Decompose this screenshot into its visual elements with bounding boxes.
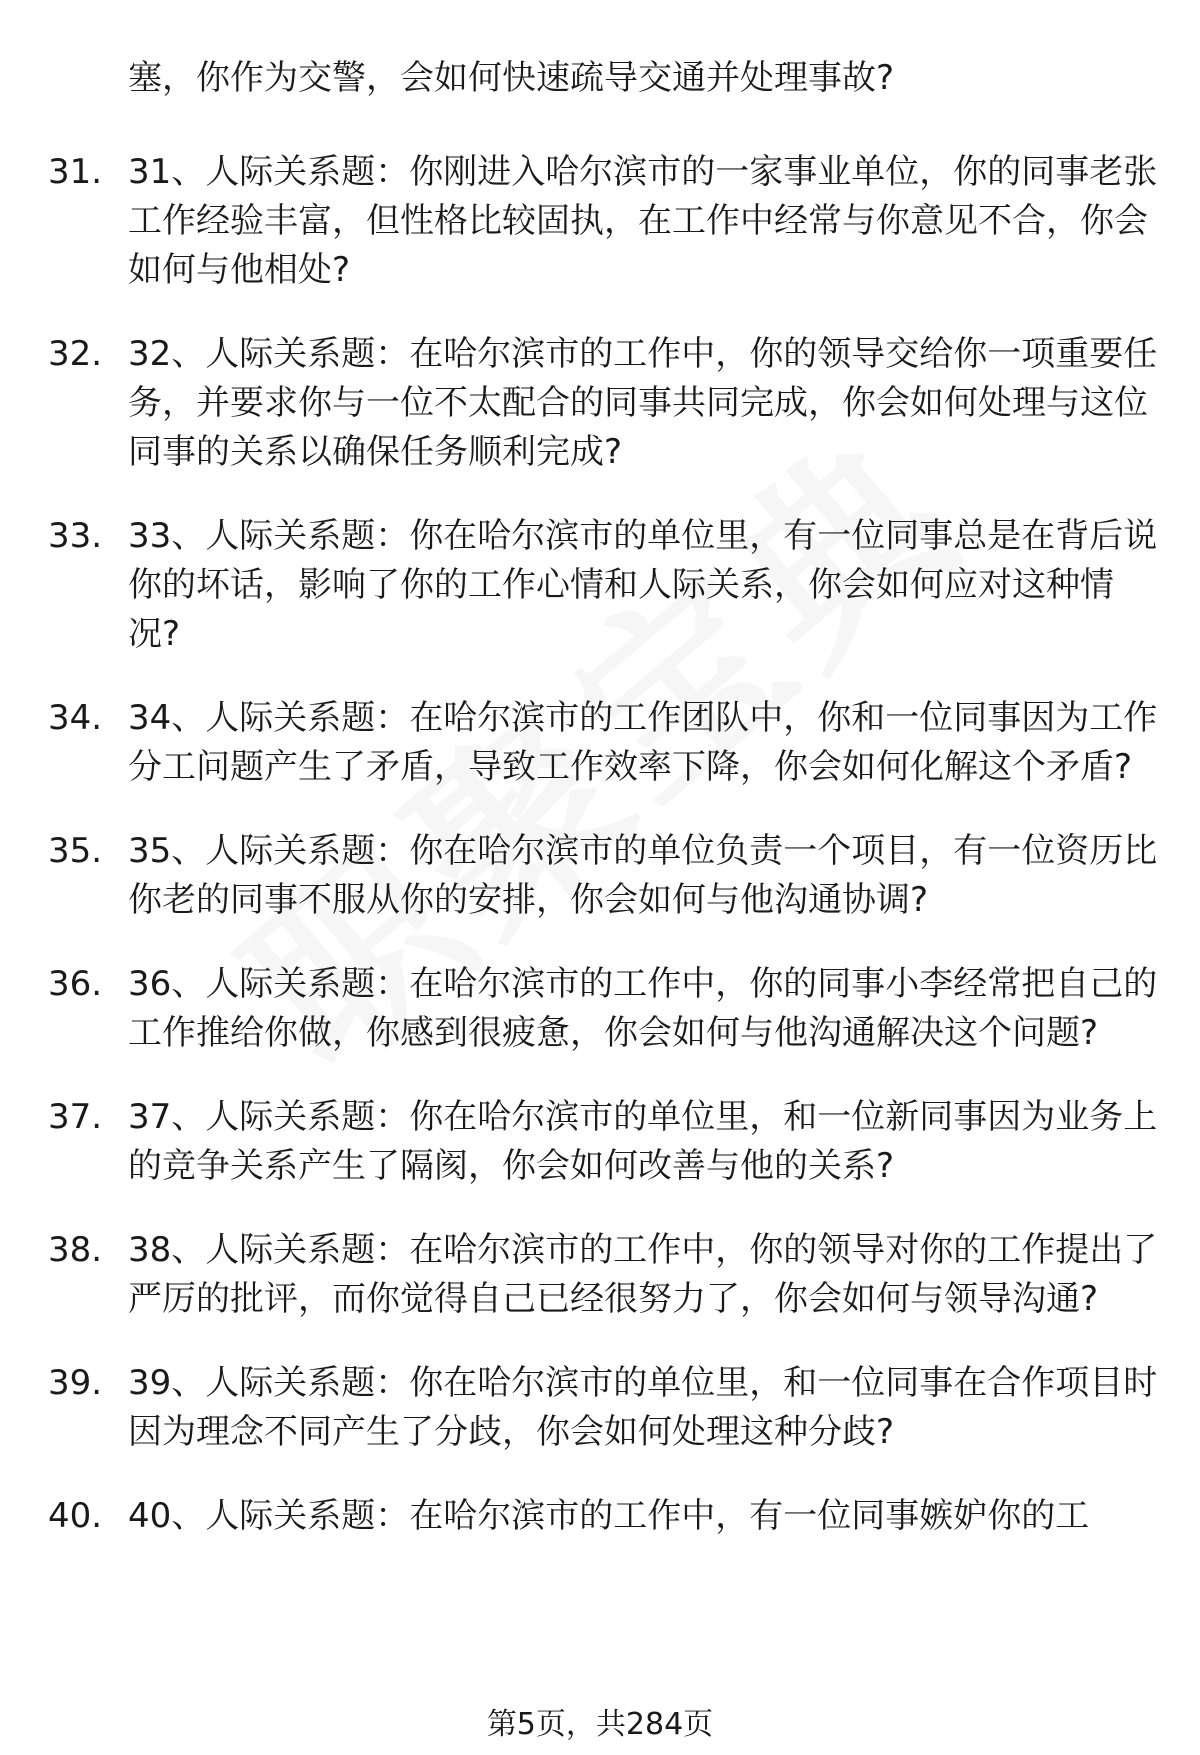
question-number: 33. <box>48 516 103 556</box>
list-item <box>0 694 1158 792</box>
question-text: 36、人际关系题：在哈尔滨市的工作中，你的同事小李经常把自己的工作推给你做，你感到很疲惫，你会如何与他沟通解决这个问题? <box>128 964 1158 1053</box>
question-text: 39、人际关系题：你在哈尔滨市的单位里，和一位同事在合作项目时因为理念不同产生了分歧，你会如何处理这种分歧? <box>128 1363 1158 1452</box>
question-text: 35、人际关系题：你在哈尔滨市的单位负责一个项目，有一位资历比你老的同事不服从你的安排，你会如何与他沟通协调? <box>128 831 1158 920</box>
question-text: 32、人际关系题：在哈尔滨市的工作中，你的领导交给你一项重要任务，并要求你与一位不太配合的同事共同完成，你会如何处理与这位同事的关系以确保任务顺利完成? <box>128 334 1158 472</box>
question-number: 37. <box>48 1097 103 1137</box>
question-number: 31. <box>48 152 103 192</box>
question-number: 36. <box>48 964 103 1004</box>
question-text: 37、人际关系题：你在哈尔滨市的单位里，和一位新同事因为业务上的竞争关系产生了隔阂，你会如何改善与他的关系? <box>128 1097 1158 1186</box>
question-number: 39. <box>48 1363 103 1403</box>
list-item <box>0 148 1158 295</box>
continued-question-text: 塞，你作为交警，会如何快速疏导交通并处理事故? <box>128 58 895 98</box>
question-text: 33、人际关系题：你在哈尔滨市的单位里，有一位同事总是在背后说你的坏话，影响了你的工作心情和人际关系，你会如何应对这种情况? <box>128 516 1158 654</box>
question-number: 35. <box>48 831 103 871</box>
list-item <box>0 512 1158 659</box>
question-number: 40. <box>48 1496 103 1536</box>
question-number: 32. <box>48 334 103 374</box>
list-item <box>0 1226 1158 1324</box>
list-item <box>0 1359 1158 1457</box>
list-item <box>0 1093 1158 1191</box>
question-text: 34、人际关系题：在哈尔滨市的工作团队中，你和一位同事因为工作分工问题产生了矛盾，导致工作效率下降，你会如何化解这个矛盾? <box>128 698 1158 787</box>
list-item <box>0 827 1158 925</box>
question-text: 40、人际关系题：在哈尔滨市的工作中，有一位同事嫉妒你的工 <box>128 1496 1090 1536</box>
question-number: 38. <box>48 1230 103 1270</box>
list-item <box>0 960 1158 1058</box>
page-footer: 第5页，共284页 <box>486 1707 714 1742</box>
question-text: 38、人际关系题：在哈尔滨市的工作中，你的领导对你的工作提出了严厉的批评，而你觉得自己已经很努力了，你会如何与领导沟通? <box>128 1230 1158 1319</box>
list-item <box>0 330 1158 477</box>
question-text: 31、人际关系题：你刚进入哈尔滨市的一家事业单位，你的同事老张工作经验丰富，但性格比较固执，在工作中经常与你意见不合，你会如何与他相处? <box>128 152 1158 290</box>
question-number: 34. <box>48 698 103 738</box>
list-item <box>0 1492 1158 1541</box>
question-list <box>0 148 1200 1576</box>
